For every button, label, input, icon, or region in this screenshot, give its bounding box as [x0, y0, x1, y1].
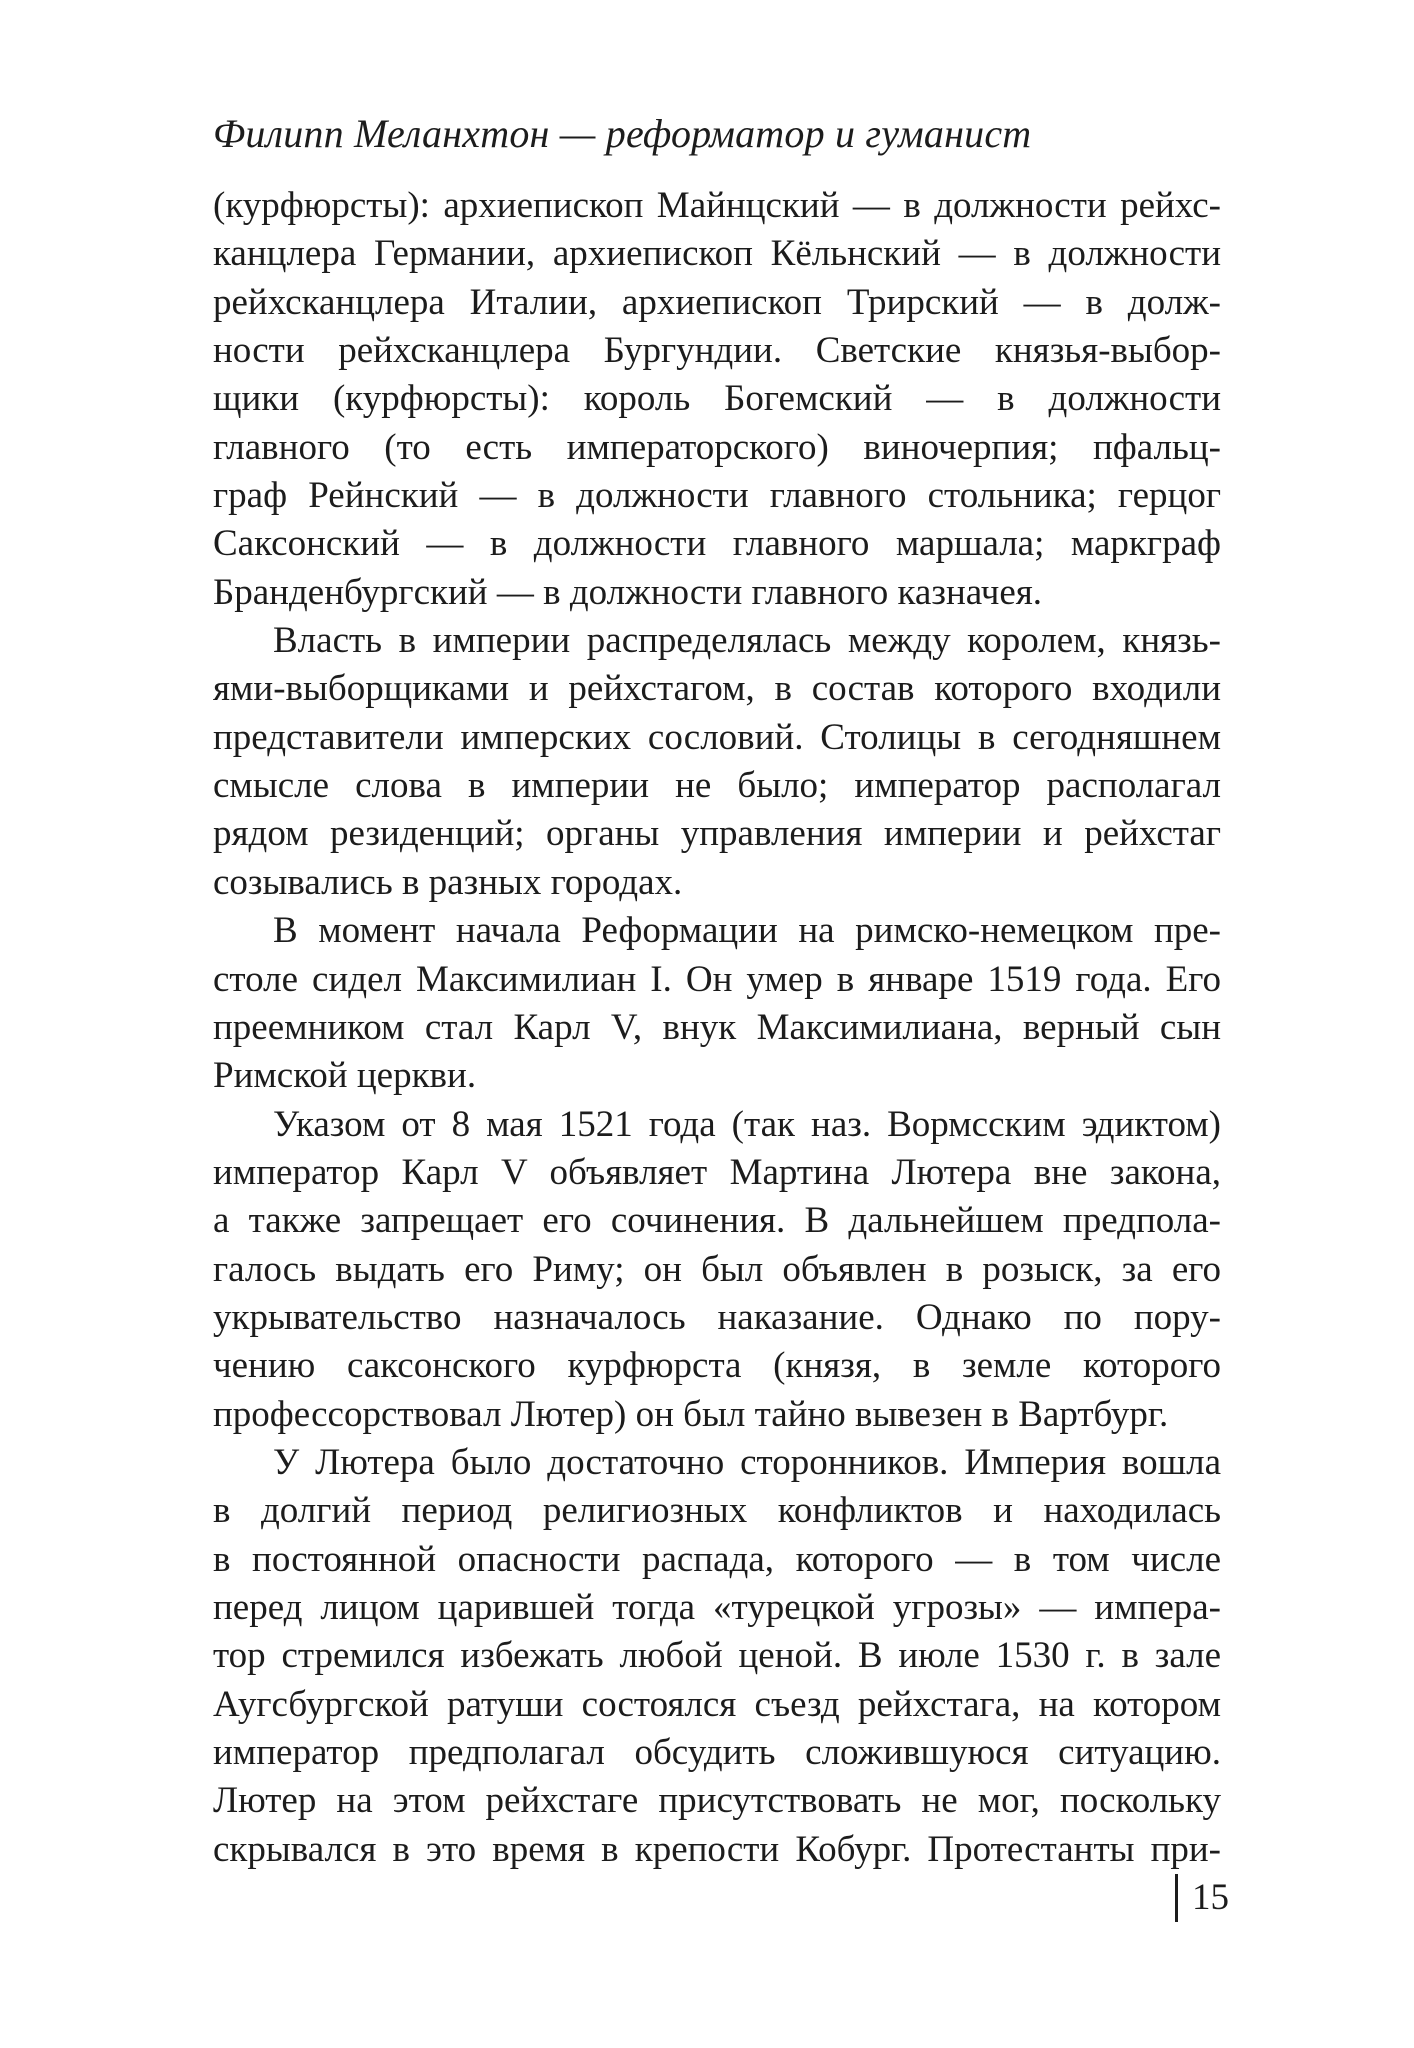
- text-line: а также запрещает его сочинения. В дальнейшем предпола-: [213, 1200, 1221, 1242]
- text-line: ями-выборщиками и рейхстагом, в состав которого входили: [213, 668, 1221, 710]
- text-line: столе сидел Максимилиан I. Он умер в январе 1519 года. Его: [213, 958, 1221, 1000]
- text-line: Бранденбургский — в должности главного казначея.: [213, 571, 1043, 613]
- text-line: главного (то есть императорского) виночерпия; пфальц-: [213, 426, 1221, 468]
- text-line: У Лютера было достаточно сторонников. Империя вошла: [273, 1441, 1221, 1483]
- text-line: Саксонский — в должности главного маршала; маркграф: [213, 523, 1221, 565]
- text-line: император Карл V объявляет Мартина Лютера вне закона,: [213, 1151, 1221, 1193]
- text-line: граф Рейнский — в должности главного стольника; герцог: [213, 475, 1221, 517]
- text-line: (курфюрсты): архиепископ Майнцский — в должности рейхс-: [213, 185, 1221, 226]
- text-line: укрывательство назначалось наказание. Однако по пору-: [213, 1296, 1221, 1338]
- text-line: тор стремился избежать любой ценой. В июле 1530 г. в зале: [213, 1635, 1221, 1677]
- text-line: чению саксонского курфюрста (князя, в земле которого: [213, 1345, 1221, 1387]
- text-line: щики (курфюрсты): король Богемский — в должности: [213, 378, 1221, 420]
- text-line: рядом резиденций; органы управления империи и рейхстаг: [213, 813, 1221, 855]
- text-line: рейхсканцлера Италии, архиепископ Трирский — в долж-: [213, 281, 1221, 323]
- body-text: [213, 182, 1221, 1874]
- text-line: Указом от 8 мая 1521 года (так наз. Вормсским эдиктом): [273, 1103, 1221, 1145]
- text-line: Аугсбургской ратуши состоялся съезд рейхстага, на котором: [213, 1683, 1221, 1725]
- text-line: галось выдать его Риму; он был объявлен в розыск, за его: [213, 1248, 1221, 1290]
- text-line: Римской церкви.: [213, 1055, 477, 1097]
- page-number: 15: [1192, 1877, 1229, 1918]
- text-line: представители имперских сословий. Столицы в сегодняшнем: [213, 716, 1221, 758]
- text-line: в долгий период религиозных конфликтов и находилась: [213, 1490, 1221, 1532]
- running-head: Филипп Меланхтон — реформатор и гуманист: [213, 111, 1032, 156]
- text-line: ности рейхсканцлера Бургундии. Светские князья-выбор-: [213, 330, 1221, 372]
- text-line: император предполагал обсудить сложившуюся ситуацию.: [213, 1732, 1221, 1773]
- text-line: смысле слова в империи не было; император располагал: [213, 765, 1221, 807]
- text-line: Власть в империи распределялась между королем, князь-: [273, 620, 1221, 662]
- text-line: перед лицом царившей тогда «турецкой угрозы» — импера-: [213, 1586, 1221, 1628]
- text-line: в постоянной опасности распада, которого — в том числе: [213, 1538, 1221, 1580]
- text-line: профессорствовал Лютер) он был тайно вывезен в Вартбург.: [213, 1393, 1169, 1435]
- text-line: созывались в разных городах.: [213, 861, 683, 903]
- text-line: скрывался в это время в крепости Кобург. Протестанты при-: [213, 1828, 1221, 1870]
- folio: [1175, 1873, 1229, 1923]
- text-line: преемником стал Карл V, внук Максимилиана, верный сын: [213, 1006, 1221, 1048]
- text-line: В момент начала Реформации на римско-немецком пре-: [273, 910, 1221, 952]
- folio-rule: [1175, 1874, 1178, 1922]
- text-line: канцлера Германии, архиепископ Кёльнский — в должности: [213, 233, 1221, 275]
- text-line: Лютер на этом рейхстаге присутствовать не мог, поскольку: [213, 1780, 1221, 1822]
